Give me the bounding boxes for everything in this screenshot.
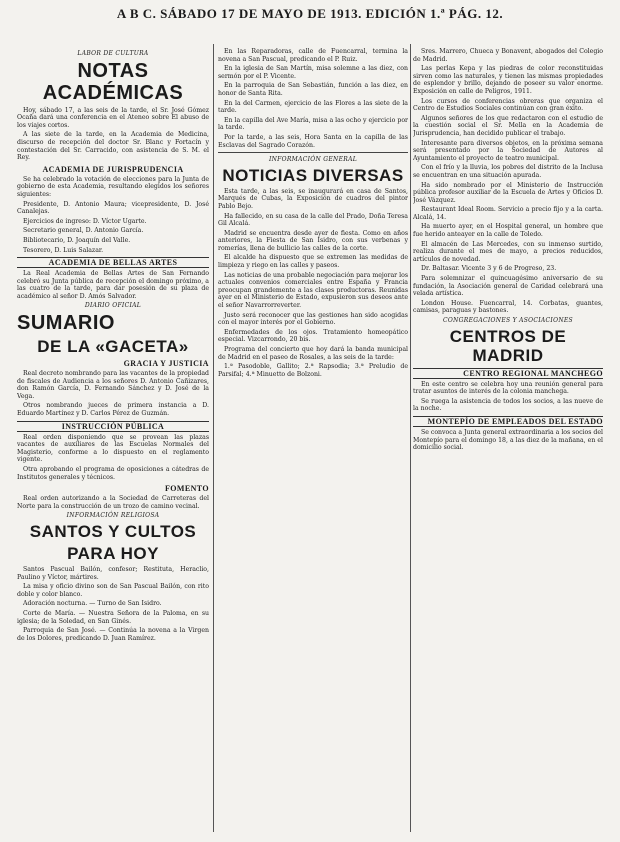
section-kicker: INFORMACIÓN RELIGIOSA bbox=[66, 512, 160, 520]
subhead-montepio: MONTEPÍO DE EMPLEADOS DEL ESTADO bbox=[413, 416, 603, 427]
article-paragraph: En la del Carmen, ejercicio de las Flores a las siete de la tarde. bbox=[218, 99, 408, 115]
article-paragraph: Programa del concierto que hoy dará la banda municipal de Madrid en el paseo de Rosales, a las seis de la tarde: bbox=[218, 346, 408, 361]
column-rule bbox=[213, 44, 214, 832]
subhead-instruccion-publica: INSTRUCCIÓN PÚBLICA bbox=[17, 421, 209, 432]
article-paragraph: Interesante para diversos objetos, en la próxima semana será presentado por la Sociedad de Autores al Ayuntamiento el proyecto de teatro municipal. bbox=[413, 139, 603, 162]
column-rule bbox=[410, 44, 411, 832]
article-paragraph: Hoy, sábado 17, a las seis de la tarde, el Sr. José Gómez Ocaña dará una conferencia en el Ateneo sobre El abuso de los viajes cortos. bbox=[17, 106, 209, 129]
article-paragraph: Restaurant Ideal Room. Servicio a precio fijo y a la carta. Alcalá, 14. bbox=[413, 206, 603, 221]
article-paragraph: Bibliotecario, D. Joaquín del Valle. bbox=[23, 236, 131, 244]
column-1 bbox=[17, 48, 209, 834]
article-paragraph: Enfermedades de los ojos. Tratamiento homeopático especial. Vizcarrondo, 20 bis. bbox=[218, 328, 408, 344]
article-paragraph: Secretario general, D. Antonio García. bbox=[23, 227, 144, 235]
article-paragraph: London House. Fuencarral, 14. Corbatas, guantes, camisas, paraguas y bastones. bbox=[413, 299, 603, 315]
article-paragraph: Las perlas Kepa y las piedras de color reconstituidas sirven como las naturales, y tienen las mismas propiedades de esplendor y brillo, dejando de poseer su valor enorme. Exposición en calle de Peligros, 1911. bbox=[413, 65, 603, 95]
article-paragraph: Parroquia de San José. — Continúa la novena a la Virgen de los Dolores, predicando D. Juan Ramírez. bbox=[17, 627, 209, 642]
article-paragraph: La misa y oficio divino son de San Pascual Bailón, con rito doble y color blanco. bbox=[17, 583, 209, 598]
masthead: A B C. SÁBADO 17 DE MAYO DE 1913. EDICIÓN 1.ª PÁG. 12. bbox=[116, 6, 504, 21]
section-kicker: CONGREGACIONES Y ASOCIACIONES bbox=[443, 317, 573, 324]
article-paragraph: Esta tarde, a las seis, se inaugurará en casa de Santos, Marqués de Cubas, la Exposición de cuadros del pintor Pablo Bejo. bbox=[218, 187, 408, 210]
article-paragraph: Las noticias de una probable negociación para mejorar los actuales convenios comerciales entre España y Francia preocupan grandemente a las clases productoras. Reunidas ayer en el Ministerio de Estado, expusieron sus deseos ante el señor Navarrorreverter. bbox=[218, 271, 408, 310]
headline-sumario: SUMARIO bbox=[17, 312, 115, 335]
article-paragraph: Otros nombrando jueces de primera instancia a D. Eduardo Martínez y D. Carlos Pérez de Guzmán. bbox=[17, 402, 209, 418]
article-paragraph: Ha sido nombrado por el Ministerio de Instrucción pública profesor auxiliar de la Escuela de Artes y Oficios D. José Vázquez. bbox=[413, 181, 603, 204]
article-paragraph: Se convoca a Junta general extraordinaria a los socios del Montepío para el domingo 18, a las diez de la mañana, en el domicilio social. bbox=[413, 428, 603, 452]
article-paragraph: Ha muerto ayer, en el Hospital general, un hombre que fue herido anteayer en la calle de Toledo. bbox=[413, 223, 603, 239]
article-paragraph: Con el frío y la lluvia, los pobres del distrito de la Inclusa se encuentran en una situación apurada. bbox=[413, 164, 603, 179]
article-paragraph: Dr. Baltasar. Vicente 3 y 6 de Progreso, 23. bbox=[421, 265, 557, 273]
article-paragraph: A las siete de la tarde, en la Academia de Medicina, discurso de recepción del doctor Sr. Blanc y Fortacín y contestación del Sr. Carracido, con asistencia de S. M. el Rey. bbox=[17, 131, 209, 162]
subhead-fomento: FOMENTO bbox=[165, 484, 209, 494]
article-paragraph: En la capilla del Ave María, misa a las ocho y ejercicio por la tarde. bbox=[218, 116, 408, 132]
section-kicker: LABOR DE CULTURA bbox=[77, 50, 149, 57]
subhead-bellas-artes: ACADEMIA DE BELLAS ARTES bbox=[17, 257, 209, 268]
headline-centros-madrid: CENTROS DE MADRID bbox=[449, 326, 567, 365]
article-paragraph: Presidente, D. Antonio Maura; vicepresidente, D. José Canalejas. bbox=[17, 200, 209, 216]
article-paragraph: Ha fallecido, en su casa de la calle del Prado, Doña Teresa Gil Alcalá. bbox=[218, 212, 408, 228]
article-paragraph: La Real Academia de Bellas Artes de San Fernando celebró su Junta pública de recepción el domingo próximo, a las cuatro de la tarde, para dar posesión de su plaza de académico al señor D. Amós Salvador. bbox=[17, 270, 209, 300]
article-paragraph: En la iglesia de San Martín, misa solemne a las diez, con sermón por el P. Vicente. bbox=[218, 65, 408, 80]
headline-santos-cultos: SANTOS Y CULTOS bbox=[29, 521, 197, 541]
headline-para-hoy: PARA HOY bbox=[67, 543, 159, 563]
article-paragraph: Tesorero, D. Luis Salazar. bbox=[23, 246, 104, 254]
headline-notas-academicas: NOTAS ACADÉMICAS bbox=[42, 59, 184, 104]
article-paragraph: Real orden disponiendo que se provean las plazas vacantes de auxiliares de las Escuelas Normales del Magisterio, conforme a lo dispuesto en el reglamento vigente. bbox=[17, 433, 209, 464]
subhead-centro-regional: CENTRO REGIONAL MANCHEGO bbox=[413, 368, 603, 379]
article-paragraph: Ejercicios de ingreso: D. Víctor Ugarte. bbox=[23, 217, 147, 225]
article-paragraph: Los cursos de conferencias obreras que organiza el Centro de Estudios Sociales continúan con gran éxito. bbox=[413, 97, 603, 113]
section-kicker: DIARIO OFICIAL bbox=[84, 302, 142, 310]
article-paragraph: Se ha celebrado la votación de elecciones para la Junta de gobierno de esta Academia, resultando elegidos los señores siguientes: bbox=[17, 175, 209, 198]
article-paragraph: Adoración nocturna. — Turno de San Isidro. bbox=[23, 600, 162, 608]
article-paragraph: Sres. Marrero, Chueca y Bonavent, abogados del Colegio de Madrid. bbox=[413, 48, 603, 63]
headline-noticias-diversas: NOTICIAS DIVERSAS bbox=[222, 165, 404, 185]
article-paragraph: Madrid se encuentra desde ayer de fiesta. Como en años anteriores, la Fiesta de San Isidro, con sus verbenas y romerías, llena de bullicio las calles de la corte. bbox=[218, 229, 408, 252]
article-paragraph: Para solemnizar el quincuagésimo aniversario de su fundación, la Asociación general de Caridad celebrará una velada artística. bbox=[413, 275, 603, 298]
article-paragraph: El almacén de Las Mercedes, con su inmenso surtido, realiza durante el mes de mayo, a precios reducidos, artículos de novedad. bbox=[413, 240, 603, 263]
section-kicker: INFORMACIÓN GENERAL bbox=[268, 156, 358, 164]
subhead-jurisprudencia: ACADEMIA DE JURISPRUDENCIA bbox=[42, 164, 184, 174]
article-paragraph: Otra aprobando el programa de oposiciones a cátedras de Institutos generales y técnicos. bbox=[17, 466, 209, 481]
headline-gaceta: DE LA «GACETA» bbox=[37, 337, 189, 357]
article-paragraph: En las Reparadoras, calle de Fuencarral, termina la novena a San Pascual, predicando el P. Ruiz. bbox=[218, 48, 408, 63]
column-2 bbox=[218, 48, 408, 834]
article-paragraph: El alcalde ha dispuesto que se extremen las medidas de limpieza y riego en las calles y paseos. bbox=[218, 254, 408, 270]
article-paragraph: Real decreto nombrando para las vacantes de la propiedad de fiscales de Audiencia a los señores D. Antonio Cañizares, don Ramón García, D. Fernando Sánchez y D. José de la Vega. bbox=[17, 370, 209, 400]
article-paragraph: Por la tarde, a las seis, Hora Santa en la capilla de las Esclavas del Sagrado Corazón. bbox=[218, 133, 408, 149]
divider bbox=[218, 152, 408, 153]
column-3 bbox=[413, 48, 603, 834]
article-paragraph: En este centro se celebra hoy una reunión general para tratar asuntos de interés de la colonia manchega. bbox=[413, 380, 603, 396]
article-paragraph: Justo será reconocer que las gestiones han sido acogidas con el mayor interés por el Gobierno. bbox=[218, 311, 408, 327]
article-paragraph: Se ruega la asistencia de todos los socios, a las nueve de la noche. bbox=[413, 397, 603, 413]
article-paragraph: Algunos señores de los que redactaron con el estudio de la cuestión social el Sr. Mella en la Academia de Jurisprudencia, han decidido publicar el trabajo. bbox=[413, 114, 603, 137]
article-paragraph: Real orden autorizando a la Sociedad de Carreteras del Norte para la construcción de un trozo de camino vecinal. bbox=[17, 495, 209, 510]
article-paragraph: 1.ª Pasodoble, Gallito; 2.ª Rapsodia; 3.ª Preludio de Parsifal; 4.ª Minuetto de Bolzoni. bbox=[218, 363, 408, 378]
article-paragraph: Corte de María. — Nuestra Señora de la Paloma, en su iglesia; de la Soledad, en San Ginés. bbox=[17, 609, 209, 625]
article-paragraph: En la parroquia de San Sebastián, función a las diez, en honor de Santa Rita. bbox=[218, 82, 408, 97]
article-paragraph: Santos Pascual Bailón, confesor; Restituta, Heraclio, Paulino y Víctor, mártires. bbox=[17, 565, 209, 581]
subhead-gracia-justicia: GRACIA Y JUSTICIA bbox=[123, 359, 209, 369]
